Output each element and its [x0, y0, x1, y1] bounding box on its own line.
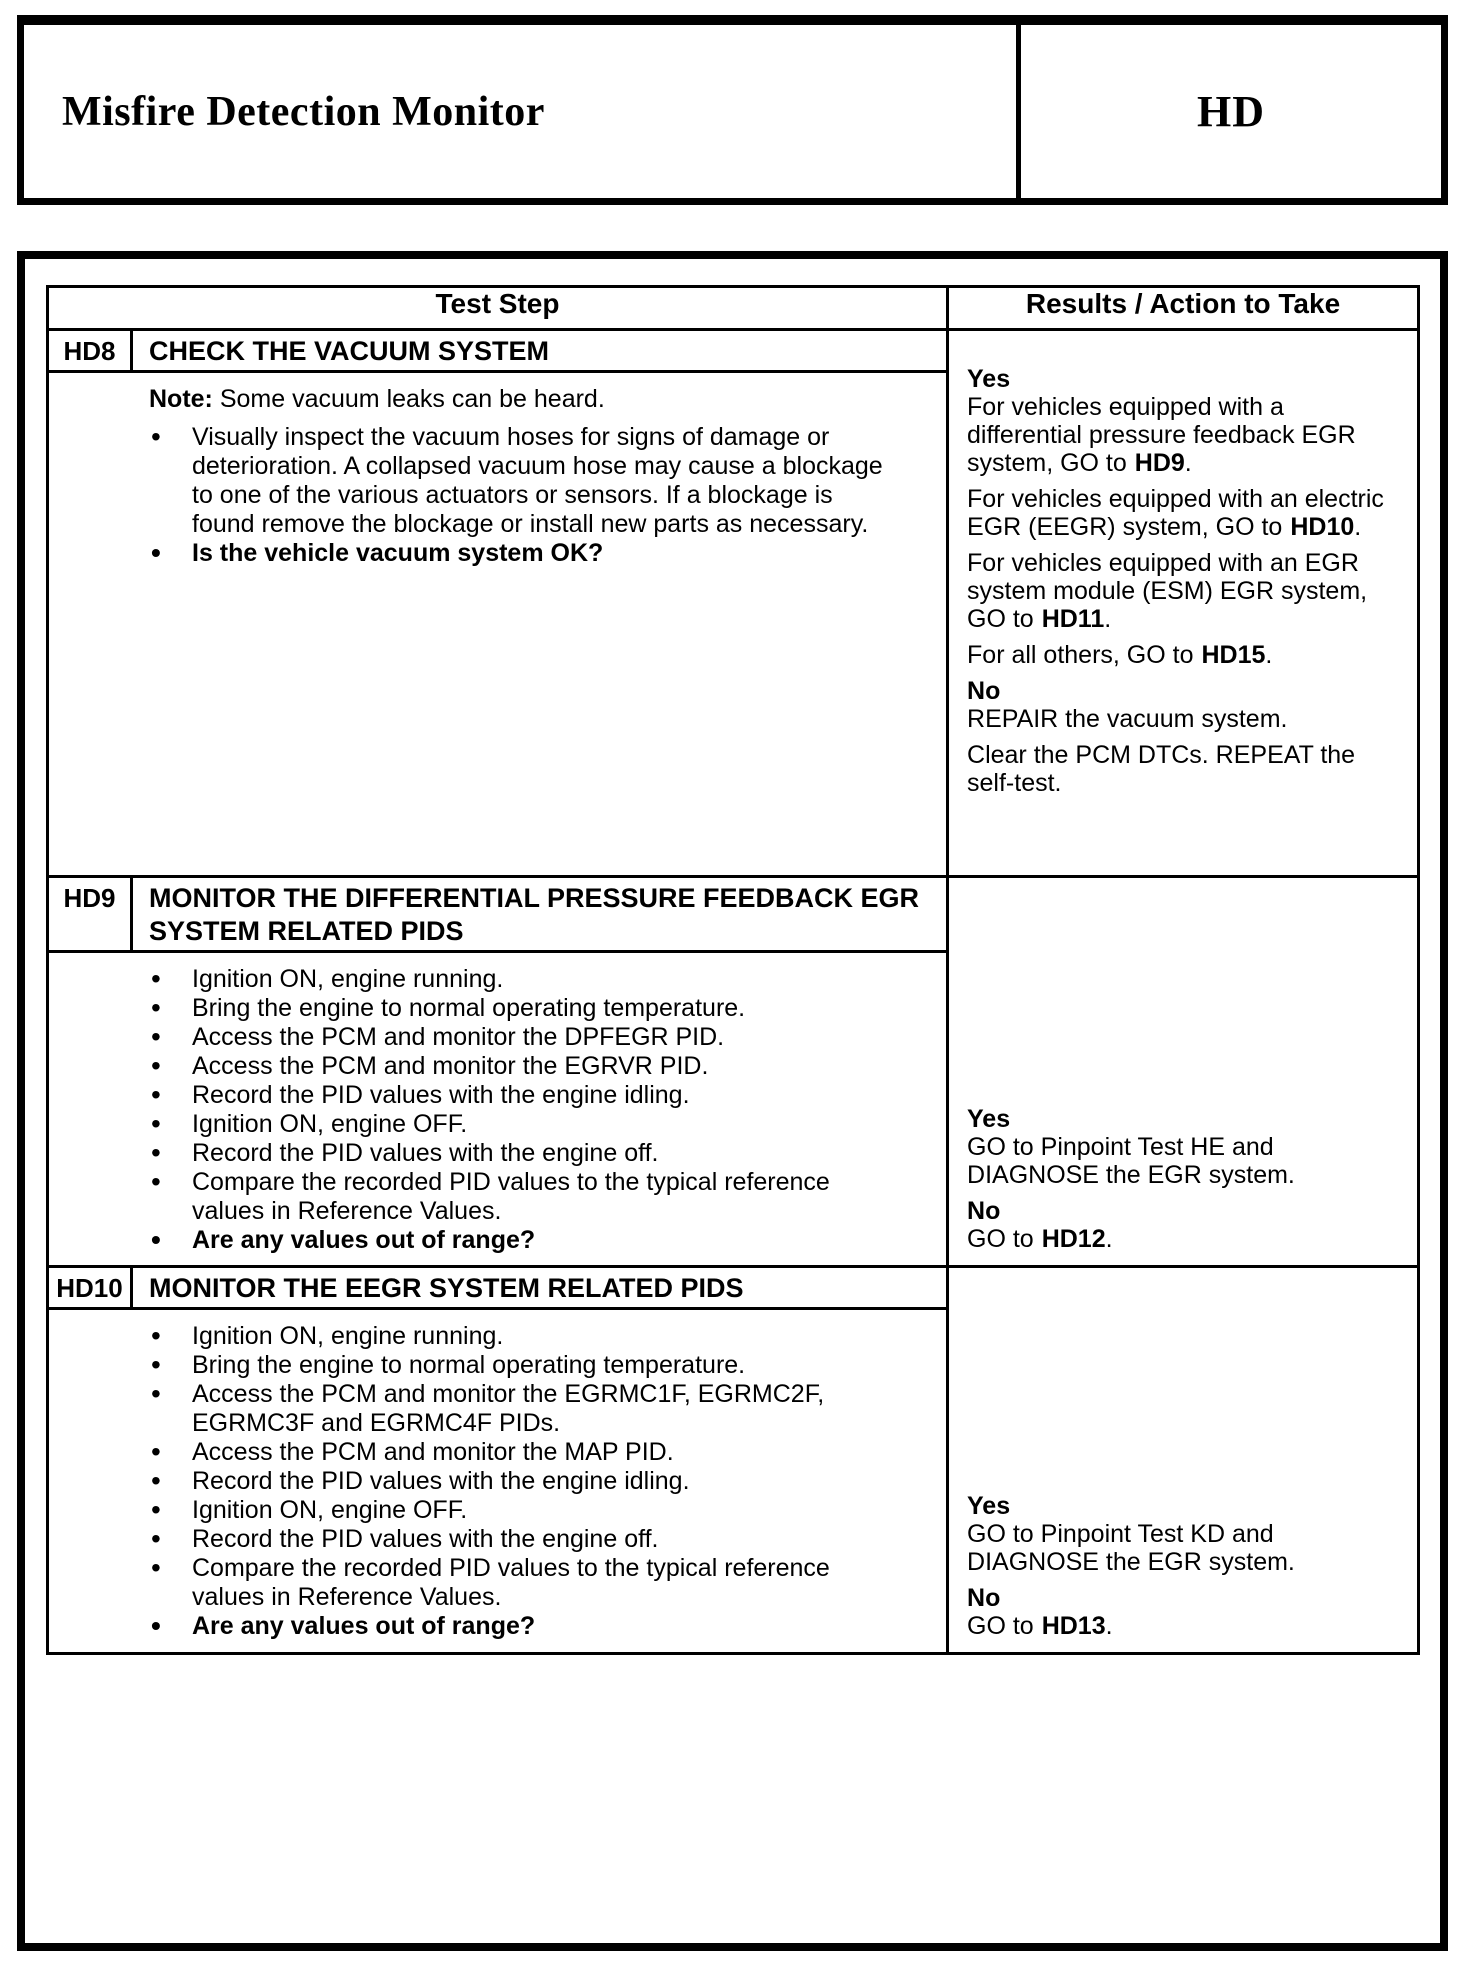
- result-text: For vehicles equipped with a differential pressure feedback EGR system, GO to: [967, 393, 1356, 477]
- test-body: [48, 1309, 948, 1654]
- result-paragraph: [967, 1520, 1389, 1576]
- section-code: HD: [1197, 87, 1265, 136]
- result-go-target: HD13: [1041, 1612, 1106, 1640]
- bullet-item: • Ignition ON, engine running.: [149, 1322, 886, 1351]
- bullet-item: • Bring the engine to normal operating temperature.: [149, 994, 886, 1023]
- section-code-cell: [1021, 25, 1441, 198]
- result-text-post: .: [1104, 605, 1112, 633]
- pinpoint-test-table: [46, 285, 1420, 1655]
- bullet-item: • Record the PID values with the engine off.: [149, 1139, 886, 1168]
- bullet-item: • Record the PID values with the engine idling.: [149, 1467, 886, 1496]
- result-paragraph: [967, 641, 1389, 669]
- result-text-post: .: [1184, 449, 1192, 477]
- test-body: [48, 952, 948, 1267]
- result-text: GO to: [967, 1612, 1034, 1640]
- result-text-post: .: [1354, 513, 1362, 541]
- bullet-item: • Are any values out of range?: [149, 1226, 886, 1255]
- result-paragraph: [967, 1225, 1389, 1253]
- bullet-item: • Compare the recorded PID values to the typical reference values in Reference Values.: [149, 1554, 886, 1612]
- bullet-item: • Are any values out of range?: [149, 1612, 886, 1641]
- result-label: No: [967, 1197, 1001, 1225]
- result-text: Clear the PCM DTCs. REPEAT the self-test.: [967, 741, 1356, 797]
- bullet-item: • Ignition ON, engine OFF.: [149, 1496, 886, 1525]
- table-header: [48, 287, 1419, 330]
- bullet-list: [149, 965, 886, 1255]
- result-text: For all others, GO to: [967, 641, 1194, 669]
- result-text: GO to: [967, 1225, 1034, 1253]
- result-go-target: HD11: [1041, 605, 1105, 633]
- test-title-row: [48, 877, 1419, 952]
- test-title: MONITOR THE DIFFERENTIAL PRESSURE FEEDBACK EGR SYSTEM RELATED PIDS: [132, 877, 948, 952]
- result-paragraph: [967, 741, 1389, 797]
- test-id: HD8: [48, 330, 132, 372]
- result-label: Yes: [967, 1105, 1011, 1133]
- result-go-target: HD9: [1134, 449, 1185, 477]
- test-body: [48, 372, 948, 877]
- result-paragraph: [967, 549, 1389, 633]
- page-title: Misfire Detection Monitor: [62, 88, 545, 135]
- result-paragraph: [967, 705, 1389, 733]
- test-title: MONITOR THE EEGR SYSTEM RELATED PIDS: [132, 1267, 948, 1309]
- bullet-item: • Visually inspect the vacuum hoses for signs of damage or deterioration. A collapsed vacuum hose may cause a blockage to one of the various actuators or sensors. If a blockage is found remove the blockage or install new parts as necessary.: [149, 423, 886, 539]
- result-text: For vehicles equipped with an electric EGR (EEGR) system, GO to: [967, 485, 1384, 541]
- result-paragraph: [967, 393, 1389, 477]
- results-cell: [948, 330, 1419, 877]
- table-frame: [17, 251, 1448, 1951]
- bullet-item: • Access the PCM and monitor the EGRVR PID.: [149, 1052, 886, 1081]
- result-label: No: [967, 1584, 1001, 1612]
- bullet-item: • Ignition ON, engine OFF.: [149, 1110, 886, 1139]
- table-header-row: [48, 287, 1419, 330]
- results-cell: [948, 877, 1419, 1267]
- page-header-box: [17, 15, 1448, 205]
- test-title-row: [48, 330, 1419, 372]
- result-go-target: HD15: [1201, 641, 1266, 669]
- test-id: HD10: [48, 1267, 132, 1309]
- test-title-row: [48, 1267, 1419, 1309]
- result-go-target: HD12: [1041, 1225, 1106, 1253]
- bullet-item: • Bring the engine to normal operating temperature.: [149, 1351, 886, 1380]
- note-text: Some vacuum leaks can be heard.: [212, 385, 605, 413]
- bullet-item: • Is the vehicle vacuum system OK?: [149, 539, 886, 568]
- result-text-post: .: [1265, 641, 1273, 669]
- result-label: No: [967, 677, 1001, 705]
- bullet-item: • Access the PCM and monitor the DPFEGR PID.: [149, 1023, 886, 1052]
- note: [149, 385, 886, 414]
- result-label: Yes: [967, 1492, 1011, 1520]
- results-cell: [948, 1267, 1419, 1654]
- note-label: Note:: [149, 385, 213, 413]
- result-text: REPAIR the vacuum system.: [967, 705, 1288, 733]
- page-title-cell: [24, 25, 1021, 198]
- result-text: GO to Pinpoint Test KD and DIAGNOSE the EGR system.: [967, 1520, 1295, 1576]
- test-rows: [48, 330, 1419, 1654]
- col-header-results: Results / Action to Take: [948, 287, 1419, 330]
- bullet-list: [149, 423, 886, 568]
- test-title: CHECK THE VACUUM SYSTEM: [132, 330, 948, 372]
- result-paragraph: [967, 1612, 1389, 1640]
- bullet-item: • Record the PID values with the engine off.: [149, 1525, 886, 1554]
- col-header-test-step: Test Step: [48, 287, 948, 330]
- result-go-target: HD10: [1290, 513, 1355, 541]
- test-id: HD9: [48, 877, 132, 952]
- result-paragraph: [967, 1133, 1389, 1189]
- result-text-post: .: [1105, 1225, 1113, 1253]
- bullet-item: • Ignition ON, engine running.: [149, 965, 886, 994]
- bullet-list: [149, 1322, 886, 1641]
- bullet-item: • Compare the recorded PID values to the typical reference values in Reference Values.: [149, 1168, 886, 1226]
- result-paragraph: [967, 485, 1389, 541]
- result-text-post: .: [1105, 1612, 1113, 1640]
- result-text: For vehicles equipped with an EGR system module (ESM) EGR system, GO to: [967, 549, 1368, 633]
- bullet-item: • Access the PCM and monitor the MAP PID.: [149, 1438, 886, 1467]
- result-text: GO to Pinpoint Test HE and DIAGNOSE the EGR system.: [967, 1133, 1295, 1189]
- bullet-item: • Record the PID values with the engine idling.: [149, 1081, 886, 1110]
- bullet-item: • Access the PCM and monitor the EGRMC1F, EGRMC2F, EGRMC3F and EGRMC4F PIDs.: [149, 1380, 886, 1438]
- result-label: Yes: [967, 365, 1011, 393]
